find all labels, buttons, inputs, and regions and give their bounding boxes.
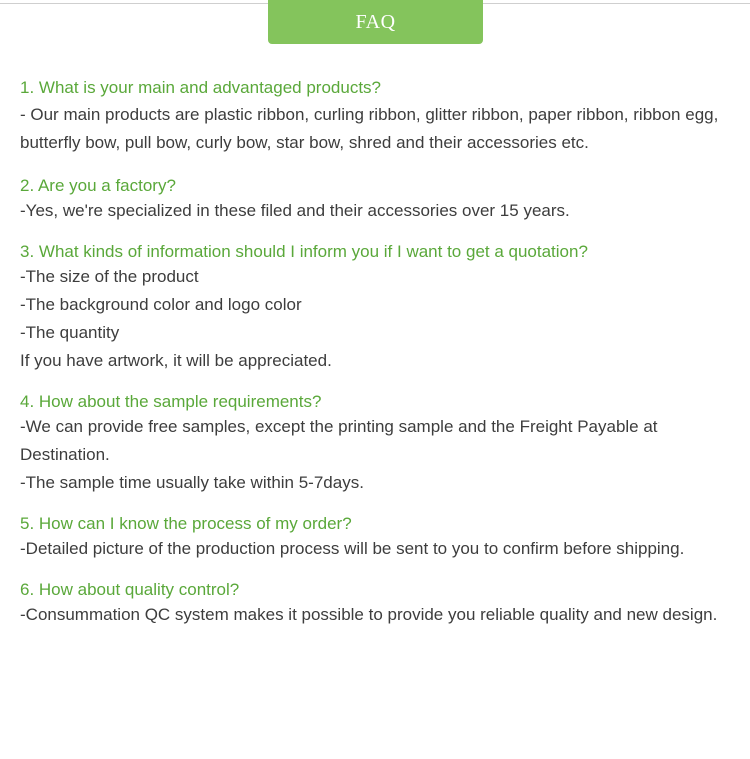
faq-question: 2. Are you a factory? — [20, 176, 176, 195]
faq-list — [20, 77, 744, 645]
faq-answer: If you have artwork, it will be appreciated. — [20, 351, 332, 370]
faq-answer: -Detailed picture of the production process will be sent to you to confirm before shipping. — [20, 539, 685, 558]
faq-answer: -We can provide free samples, except the printing sample and the Freight Payable at Destination. — [20, 417, 658, 464]
faq-question: 1. What is your main and advantaged products? — [20, 78, 381, 97]
faq-question: 3. What kinds of information should I inform you if I want to get a quotation? — [20, 242, 588, 261]
faq-answer: -The background color and logo color — [20, 295, 302, 314]
faq-item-1 — [20, 77, 744, 157]
faq-answer: -The quantity — [20, 323, 120, 342]
faq-item-4 — [20, 391, 744, 497]
faq-item-6 — [20, 579, 744, 629]
faq-answer: -Consummation QC system makes it possible to provide you reliable quality and new design. — [20, 605, 718, 624]
faq-header-tab: FAQ — [268, 0, 483, 44]
faq-answer: -The sample time usually take within 5-7days. — [20, 473, 364, 492]
faq-answer: -Yes, we're specialized in these filed and their accessories over 15 years. — [20, 201, 570, 220]
faq-item-2 — [20, 175, 744, 225]
faq-answer: - Our main products are plastic ribbon, curling ribbon, glitter ribbon, paper ribbon, ribbon egg, butterfly bow, pull bow, curly bow, star bow, shred and their accessories etc. — [20, 105, 719, 152]
faq-question: 5. How can I know the process of my order? — [20, 514, 352, 533]
faq-item-3 — [20, 241, 744, 375]
faq-question: 4. How about the sample requirements? — [20, 392, 322, 411]
faq-answer: -The size of the product — [20, 267, 199, 286]
faq-item-5 — [20, 513, 744, 563]
faq-question: 6. How about quality control? — [20, 580, 240, 599]
